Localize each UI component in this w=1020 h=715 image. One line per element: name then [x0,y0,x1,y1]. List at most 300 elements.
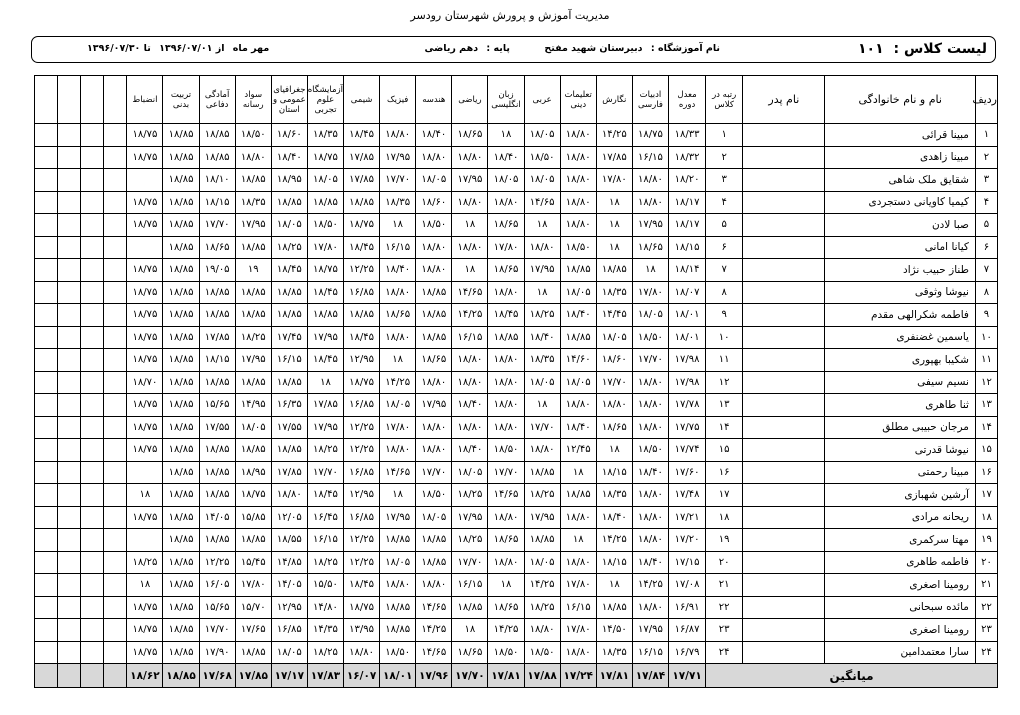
subject-score: ۱۸/۸۰ [632,394,668,417]
org-title: مدیریت آموزش و پرورش شهرستان رودسر [410,9,610,22]
subject-score: ۱۸/۸۰ [632,169,668,192]
empty-cell [58,394,81,417]
subject-score: ۱۸/۸۵ [271,439,307,462]
header-empty [35,76,58,124]
subject-score: ۱۲/۲۵ [199,551,235,574]
empty-cell [35,619,58,642]
subject-score: ۱۸/۷۵ [344,596,380,619]
empty-cell [81,259,104,282]
header-subject: تربیت بدنی [163,76,199,124]
subject-score: ۱۸/۸۰ [452,191,488,214]
subject-score: ۱۸/۸۵ [163,461,199,484]
subject-score: ۱۸/۸۰ [488,416,524,439]
class-rank: ۲۴ [706,641,743,664]
row-number: ۱۷ [975,484,997,507]
row-number: ۱۰ [975,326,997,349]
subject-score: ۱۸/۸۵ [163,619,199,642]
subject-score: ۱۸/۸۵ [163,394,199,417]
subject-score: ۱۸/۸۰ [344,641,380,664]
student-name: مائده سبحانی [825,596,975,619]
subject-score: ۱۶/۳۵ [271,394,307,417]
father-name [743,641,825,664]
student-name: مبینا رحمتی [825,461,975,484]
class-rank: ۱۹ [706,529,743,552]
term-average: ۱۷/۷۸ [669,394,706,417]
subject-score: ۱۸/۰۵ [380,551,416,574]
empty-cell [81,551,104,574]
subject-score: ۱۸/۲۵ [524,596,560,619]
subject-score: ۱۸/۲۵ [235,326,271,349]
father-name [743,506,825,529]
subject-score: ۱۸/۵۵ [271,529,307,552]
empty-cell [81,574,104,597]
subject-score: ۱۸/۸۰ [488,191,524,214]
empty-cell [81,664,104,688]
empty-cell [58,236,81,259]
subject-score: ۱۸/۴۰ [271,146,307,169]
subject-score: ۱۸/۸۰ [560,506,596,529]
subject-score: ۱۷/۹۵ [452,506,488,529]
empty-cell [81,371,104,394]
subject-score: ۱۸/۱۰ [199,169,235,192]
empty-cell [35,191,58,214]
subject-score: ۱۸/۸۵ [416,326,452,349]
subject-average: ۱۷/۸۳ [307,664,343,688]
subject-score: ۱۹ [235,259,271,282]
subject-score: ۱۴/۶۰ [560,349,596,372]
subject-score: ۱۸/۸۵ [163,371,199,394]
subject-average: ۱۷/۹۶ [416,664,452,688]
table-row [35,304,998,327]
row-number: ۲۲ [975,596,997,619]
average-row [35,664,998,688]
subject-score: ۱۸/۸۵ [163,124,199,147]
subject-score: ۱۴/۵۰ [596,619,632,642]
subject-average: ۱۷/۶۸ [199,664,235,688]
subject-score: ۱۷/۹۵ [380,146,416,169]
student-name: نسیم سیفی [825,371,975,394]
subject-score: ۱۸/۰۵ [560,281,596,304]
subject-score: ۱۷/۹۵ [632,214,668,237]
empty-cell [81,304,104,327]
subject-score: ۱۸/۱۵ [596,551,632,574]
term-average: ۱۸/۳۲ [669,146,706,169]
subject-score: ۱۲/۲۵ [344,259,380,282]
empty-cell [58,371,81,394]
header-subject: زبان انگلیسی [488,76,524,124]
empty-cell [81,214,104,237]
subject-score: ۱۸/۸۵ [163,641,199,664]
row-number: ۴ [975,191,997,214]
period-from: از ۱۳۹۶/۰۷/۰۱ [159,43,225,54]
subject-score: ۱۸/۸۰ [560,394,596,417]
class-rank: ۹ [706,304,743,327]
school-info [544,37,720,61]
subject-average: ۱۸/۸۵ [163,664,199,688]
student-name: مبینا زاهدی [825,146,975,169]
header-empty [81,76,104,124]
subject-score: ۱۸/۸۵ [307,191,343,214]
subject-score: ۱۸/۷۵ [127,191,163,214]
header-subject: هندسه [416,76,452,124]
subject-score: ۱۸/۸۰ [560,146,596,169]
subject-score: ۱۸/۸۰ [452,236,488,259]
subject-score: ۱۸/۸۰ [596,394,632,417]
subject-score: ۱۸/۸۵ [163,416,199,439]
term-average: ۱۷/۴۸ [669,484,706,507]
table-row [35,281,998,304]
class-rank: ۲ [706,146,743,169]
empty-cell [58,461,81,484]
subject-average: ۱۸/۰۱ [380,664,416,688]
subject-score: ۱۸/۷۵ [127,281,163,304]
empty-cell [104,191,127,214]
subject-score: ۱۸/۸۰ [416,259,452,282]
subject-score: ۱۸/۸۵ [271,371,307,394]
subject-score: ۱۸/۳۵ [596,281,632,304]
subject-score: ۱۸/۸۵ [163,214,199,237]
table-row [35,326,998,349]
subject-score: ۱۷/۷۰ [199,214,235,237]
subject-score: ۱۸/۰۵ [416,169,452,192]
subject-score: ۱۷/۴۵ [271,326,307,349]
empty-cell [58,551,81,574]
empty-cell [81,236,104,259]
subject-score: ۱۸/۸۵ [163,349,199,372]
subject-score: ۱۸/۸۰ [632,416,668,439]
subject-score: ۱۸/۸۰ [416,146,452,169]
father-name [743,394,825,417]
subject-score: ۱۸/۵۰ [380,641,416,664]
empty-cell [58,214,81,237]
subject-score: ۱۸/۰۵ [235,416,271,439]
subject-score: ۱۷/۸۰ [380,416,416,439]
empty-cell [104,371,127,394]
subject-score: ۱۵/۶۵ [199,596,235,619]
subject-score: ۱۸/۶۵ [596,416,632,439]
subject-score: ۱۸/۷۵ [235,484,271,507]
empty-cell [58,596,81,619]
header-subject: جغرافیای عمومی و استان [271,76,307,124]
subject-score: ۱۸/۸۰ [380,281,416,304]
empty-cell [104,551,127,574]
empty-cell [104,169,127,192]
empty-cell [58,304,81,327]
subject-score: ۱۸/۶۵ [452,641,488,664]
empty-cell [35,259,58,282]
empty-cell [104,596,127,619]
student-name: فاطمه طاهری [825,551,975,574]
subject-score: ۱۲/۹۵ [344,484,380,507]
subject-score: ۱۸/۷۵ [127,214,163,237]
subject-score: ۱۸/۸۵ [560,484,596,507]
subject-score: ۱۸/۶۰ [416,191,452,214]
empty-cell [81,191,104,214]
empty-cell [81,596,104,619]
subject-score: ۱۸ [127,574,163,597]
subject-score: ۱۷/۷۰ [632,349,668,372]
class-rank: ۲۳ [706,619,743,642]
subject-score: ۱۸/۸۰ [560,191,596,214]
student-name: سارا معتمدامین [825,641,975,664]
term-average: ۱۸/۱۴ [669,259,706,282]
subject-score: ۱۸/۳۵ [235,191,271,214]
student-name: مبینا قرائی [825,124,975,147]
student-name: آرشین شهبازی [825,484,975,507]
subject-score: ۱۷/۸۵ [344,146,380,169]
subject-score: ۱۴/۹۵ [235,394,271,417]
row-number: ۱۵ [975,439,997,462]
subject-score: ۱۸/۸۵ [199,304,235,327]
class-number: ۱۰۱ [858,41,884,57]
student-name: طناز حبیب نژاد [825,259,975,282]
empty-cell [81,461,104,484]
subject-score: ۱۶/۱۵ [452,574,488,597]
subject-score: ۱۸/۸۰ [632,506,668,529]
empty-cell [58,416,81,439]
subject-score: ۱۸ [596,236,632,259]
class-rank: ۴ [706,191,743,214]
subject-score: ۱۸/۸۰ [632,371,668,394]
empty-cell [104,236,127,259]
empty-cell [104,484,127,507]
subject-score: ۱۸/۸۵ [163,281,199,304]
student-name: نیوشا قدرتی [825,439,975,462]
father-name [743,281,825,304]
subject-score: ۱۶/۰۵ [199,574,235,597]
table-row [35,641,998,664]
header-father-name: نام پدر [743,76,825,124]
subject-score: ۱۸/۸۵ [163,574,199,597]
subject-score: ۱۸ [380,484,416,507]
subject-score: ۱۷/۷۰ [452,551,488,574]
subject-score: ۱۴/۰۵ [199,506,235,529]
term-average: ۱۷/۱۵ [669,551,706,574]
subject-score: ۱۶/۸۵ [344,506,380,529]
subject-score: ۱۸/۴۵ [488,304,524,327]
empty-cell [35,461,58,484]
subject-score: ۱۵/۴۵ [235,551,271,574]
class-rank: ۲۰ [706,551,743,574]
empty-cell [81,484,104,507]
student-name: کیمیا کاویانی دستجردی [825,191,975,214]
class-rank: ۱۷ [706,484,743,507]
table-row [35,394,998,417]
empty-cell [58,664,81,688]
subject-score: ۱۸/۰۵ [524,169,560,192]
student-name: کیانا امانی [825,236,975,259]
subject-score: ۱۶/۸۵ [344,281,380,304]
student-name: ریحانه مرادی [825,506,975,529]
empty-cell [81,506,104,529]
subject-score: ۱۸/۷۵ [127,304,163,327]
subject-score: ۱۸/۸۵ [163,146,199,169]
empty-cell [58,349,81,372]
subject-score: ۱۸/۷۵ [127,349,163,372]
father-name [743,596,825,619]
table-row [35,214,998,237]
empty-cell [81,394,104,417]
empty-cell [35,574,58,597]
subject-score: ۱۸/۳۵ [307,124,343,147]
subject-score: ۱۸/۸۰ [632,484,668,507]
subject-score: ۱۸/۸۵ [524,461,560,484]
father-name [743,326,825,349]
subject-score: ۱۸/۸۵ [380,529,416,552]
subject-score: ۱۷/۸۵ [271,461,307,484]
empty-cell [81,124,104,147]
subject-score: ۱۸/۸۵ [235,236,271,259]
subject-score: ۱۸/۸۵ [380,596,416,619]
class-rank: ۱۴ [706,416,743,439]
subject-score: ۱۸/۳۵ [380,191,416,214]
grade-info [424,37,510,61]
month-label: مهر ماه [232,43,270,54]
subject-score: ۱۸/۷۵ [127,416,163,439]
subject-score: ۱۸/۰۵ [632,304,668,327]
subject-score: ۱۸/۴۵ [344,574,380,597]
father-name [743,416,825,439]
subject-score: ۱۸ [452,214,488,237]
subject-score: ۱۸/۴۰ [632,551,668,574]
subject-score: ۱۸/۸۰ [416,236,452,259]
subject-score: ۱۴/۶۵ [416,641,452,664]
student-name: رومینا اصغری [825,619,975,642]
empty-cell [35,214,58,237]
class-rank: ۷ [706,259,743,282]
subject-score: ۱۸/۷۵ [127,439,163,462]
subject-average: ۱۸/۶۲ [127,664,163,688]
father-name [743,461,825,484]
table-row [35,529,998,552]
subject-score: ۱۲/۰۵ [271,506,307,529]
subject-score: ۱۸ [596,574,632,597]
subject-score: ۱۸/۸۵ [199,439,235,462]
subject-score: ۱۸/۲۵ [524,304,560,327]
subject-score: ۱۶/۱۵ [632,146,668,169]
term-average: ۱۷/۹۸ [669,349,706,372]
table-row [35,461,998,484]
header-subject: نگارش [596,76,632,124]
subject-score: ۱۸/۵۰ [307,214,343,237]
subject-score: ۱۸/۱۵ [199,349,235,372]
subject-score: ۱۸/۷۵ [127,259,163,282]
subject-score: ۱۲/۲۵ [344,416,380,439]
term-average: ۱۷/۷۴ [669,439,706,462]
term-average: ۱۷/۰۸ [669,574,706,597]
row-number: ۱۱ [975,349,997,372]
subject-score: ۱۸ [560,529,596,552]
subject-average: ۱۷/۸۴ [632,664,668,688]
subject-score: ۱۸/۴۵ [307,484,343,507]
father-name [743,191,825,214]
subject-score [127,236,163,259]
subject-score: ۱۸/۴۵ [344,236,380,259]
grade-name: دهم ریاضی [424,43,479,54]
subject-score: ۱۸/۸۵ [199,529,235,552]
subject-score: ۱۸/۴۵ [344,124,380,147]
subject-score: ۱۴/۸۰ [307,596,343,619]
subject-score: ۱۶/۱۵ [307,529,343,552]
empty-cell [104,259,127,282]
subject-score: ۱۸/۰۵ [271,641,307,664]
subject-score: ۱۴/۶۵ [452,281,488,304]
subject-score: ۱۸/۸۵ [596,596,632,619]
subject-score: ۱۶/۸۵ [344,461,380,484]
empty-cell [35,124,58,147]
row-number: ۱۹ [975,529,997,552]
subject-score: ۱۸/۵۰ [416,484,452,507]
subject-score: ۱۹/۰۵ [199,259,235,282]
student-name: رومینا اصغری [825,574,975,597]
subject-score: ۱۸/۸۰ [488,349,524,372]
empty-cell [35,281,58,304]
subject-score: ۱۸ [488,574,524,597]
empty-cell [35,529,58,552]
subject-score: ۱۸/۸۵ [344,191,380,214]
subject-score: ۱۸/۵۰ [560,236,596,259]
subject-average: ۱۶/۰۷ [344,664,380,688]
subject-score: ۱۸/۸۰ [416,371,452,394]
subject-score: ۱۸ [524,394,560,417]
subject-score: ۱۸/۷۵ [127,394,163,417]
subject-score: ۱۷/۹۵ [632,619,668,642]
subject-score: ۱۸/۰۵ [380,394,416,417]
row-number: ۱۶ [975,461,997,484]
subject-score [127,529,163,552]
class-rank: ۲۲ [706,596,743,619]
subject-score: ۱۸/۶۵ [452,124,488,147]
subject-score: ۱۷/۹۰ [199,641,235,664]
empty-cell [58,281,81,304]
subject-score: ۱۷/۷۰ [380,169,416,192]
subject-score: ۱۲/۹۵ [271,596,307,619]
subject-score: ۱۸/۸۵ [199,281,235,304]
empty-cell [35,551,58,574]
subject-score: ۱۸/۸۵ [235,281,271,304]
subject-score: ۱۸/۴۰ [560,416,596,439]
header-subject: شیمی [344,76,380,124]
subject-score: ۱۸/۸۵ [163,529,199,552]
class-rank: ۶ [706,236,743,259]
empty-cell [35,596,58,619]
table-row [35,506,998,529]
subject-score: ۱۸/۳۵ [524,349,560,372]
empty-cell [104,349,127,372]
class-rank: ۸ [706,281,743,304]
subject-score: ۱۸/۶۵ [488,214,524,237]
empty-cell [104,146,127,169]
subject-score: ۱۸/۸۵ [488,326,524,349]
subject-score: ۱۶/۱۵ [271,349,307,372]
subject-score: ۱۷/۵۵ [271,416,307,439]
subject-score: ۱۸/۵۰ [235,124,271,147]
subject-score: ۱۸ [380,214,416,237]
subject-score: ۱۸/۶۵ [380,304,416,327]
subject-score: ۱۸/۲۵ [271,236,307,259]
row-number: ۲۴ [975,641,997,664]
subject-score: ۱۸/۸۰ [452,416,488,439]
subject-score: ۱۸/۲۵ [524,484,560,507]
father-name [743,619,825,642]
subject-score: ۱۲/۲۵ [344,439,380,462]
empty-cell [35,349,58,372]
student-name: صبا لادن [825,214,975,237]
term-average: ۱۸/۳۳ [669,124,706,147]
subject-score: ۱۸/۸۵ [199,124,235,147]
father-name [743,169,825,192]
subject-score: ۱۷/۸۵ [596,146,632,169]
